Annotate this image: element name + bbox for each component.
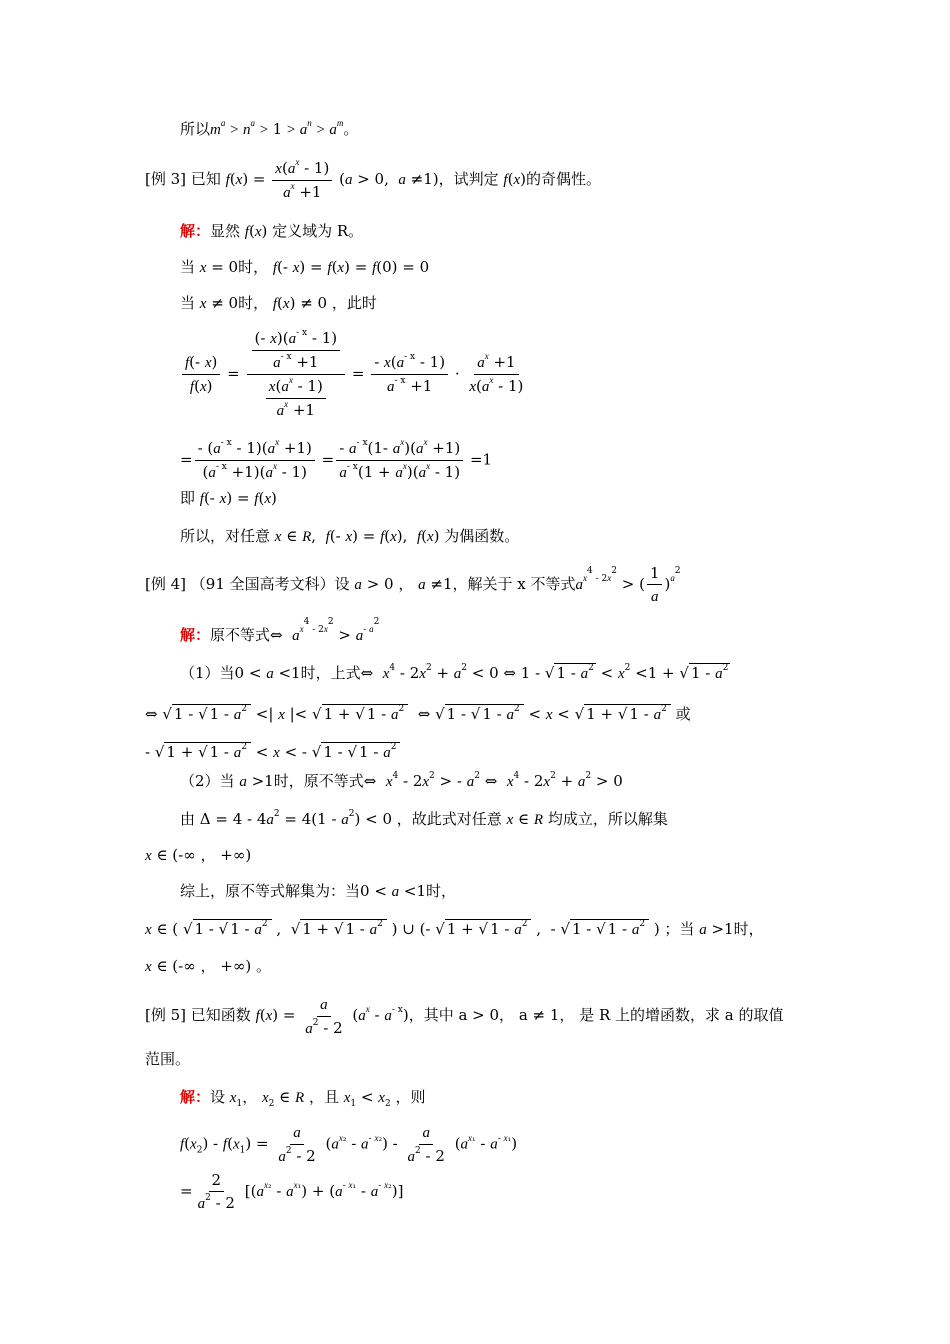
text: 或 xyxy=(675,705,691,723)
solution-label: 解： xyxy=(180,222,211,240)
solution-label: 解： xyxy=(180,626,211,644)
example-5-statement: [例 5] 已知函数 f(x) = $\frac{a}{a^2 - 2}$ $(a^x - a^{- x})$，其中 a > 0， a ≠ 1， 是 R 上的增函数，求 a 的取值 xyxy=(145,993,784,1039)
text-line: 当 x ≠ 0时， f(x) ≠ 0 ，此时 xyxy=(180,294,377,312)
equation-block: $\frac{f(- x)}{f(x)}$ = $\frac{\frac{(- x)(a^{- x} - 1)}{a^{- x} +1}}{\frac{x(a^x - 1)}{a^x +1}}$ = $\frac{- x(a^{- x} - 1)}{a^{- x} +1}$ · $\frac{a^x +1}{x(a^x - 1)}$ xyxy=(180,328,528,421)
text-line: 综上，原不等式解集为：当0 < a <1时， xyxy=(180,882,457,900)
text-line: x ∈ (-∞ ， +∞) xyxy=(145,846,252,864)
text-line: 所以，对任意 x ∈ R, f(- x) = f(x), f(x) 为偶函数。 xyxy=(180,527,520,545)
example-3-statement: [例 3] 已知 f(x) = $\frac{x(a^x - 1)}{a^x +1}$ (a > 0, a ≠1)，试判定 f(x)的奇偶性。 xyxy=(145,156,601,201)
example-label: [例 3] xyxy=(145,170,187,188)
text-line: x ∈ ( √ 1 - √ $1 - a^2$ , √ 1 + √ $1 - a^2$ ) ∪ (- √ 1 + √ $1 - a^2$ , - √ 1 - √ $1 - a^2$ ) ；当 a >1时， xyxy=(145,918,764,941)
text-line: 由 $\Delta = 4 - 4a^2 = 4(1 - a^2) < 0$ ，故此式对任意 x ∈ R 均成立，所以解集 xyxy=(180,809,668,828)
text-line: 所以$m^a > n^a > 1 > a^n > a^m$。 xyxy=(180,118,359,138)
solution-line: 解：显然 f(x) 定义域为 R。 xyxy=(180,222,364,240)
equation-line: $f(x_2) - f(x_1)$ = $\frac{a}{a^2 - 2}$ $(a^{x_2} - a^{- x_2})$ - $\frac{a}{a^2 - 2}$ $(a^{x_1} - a^{- x_1})$ xyxy=(180,1122,517,1167)
equation-line: = $\frac{- (a^{- x} - 1)(a^x +1)}{(a^{- x} +1)(a^x - 1)}$ = $\frac{- a^{- x}(1- a^x)(a^x +1)}{a^{- x}(1 + a^x)(a^x - 1)}$ =1 xyxy=(180,437,493,481)
text-line: ⇔ √ 1 - √ $1 - a^2$ <| x |< √ 1 + √ $1 - a^2$ ⇔ √ 1 - √ $1 - a^2 < x$ < √ 1 + √ $1 - a^2$ 或 xyxy=(145,703,691,726)
text: 已知 xyxy=(190,170,221,188)
text: 的奇偶性。 xyxy=(525,170,601,188)
text-line: x ∈ (-∞ ， +∞) 。 xyxy=(145,957,271,975)
text: ，其中 a > 0， a ≠ 1， 是 R 上的增函数，求 a 的取值 xyxy=(408,1006,784,1024)
text: ，试判定 xyxy=(438,170,499,188)
equation-line: = $\frac{2}{a^2 - 2}$ $[(a^{x_2} - a^{x_1}) + (a^{- x_1} - a^{- x_2})]$ xyxy=(180,1171,404,1212)
text-line: - √ 1 + √ $1 - a^2 < x$ < - √ 1 - √ $1 - a^2$ xyxy=(145,741,400,764)
example-4-statement: [例 4] （91 全国高考文科）设 a > 0 ， a ≠1，解关于 x 不等式$a^{x^4 - 2x^2}$ > ( $\frac{1}{a}$ )$^{a^2}$ xyxy=(145,564,681,605)
text-line: 即 f(- x) = f(x) xyxy=(180,489,277,507)
solution-line: 解：原不等式⇔ $a^{x^4 - 2x^2} > a^{- a^2}$ xyxy=(180,617,380,644)
text-line: （1）当0 < a <1时，上式⇔ $x^4 - 2x^2 + a^2 < 0$ ⇔ 1 - √ $1 - a^2 < x^2 <1$ + √ $1 - a^2$ xyxy=(180,662,730,685)
text-line: 当 x = 0时， f(- x) = f(x) = f(0) = 0 xyxy=(180,258,430,276)
solution-label: 解： xyxy=(180,1088,211,1106)
solution-line: 解：设 $x_1$， $x_2$ ∈ R ，且 $x_1 < x_2$ ，则 xyxy=(180,1088,426,1109)
text-line: （2）当 a >1时，原不等式⇔ $x^4 - 2x^2$ > - $a^2$ ⇔ $x^4 - 2x^2 + a^2 > 0$ xyxy=(180,771,623,790)
text: 范围。 xyxy=(145,1050,191,1068)
text-line xyxy=(145,1048,190,1070)
